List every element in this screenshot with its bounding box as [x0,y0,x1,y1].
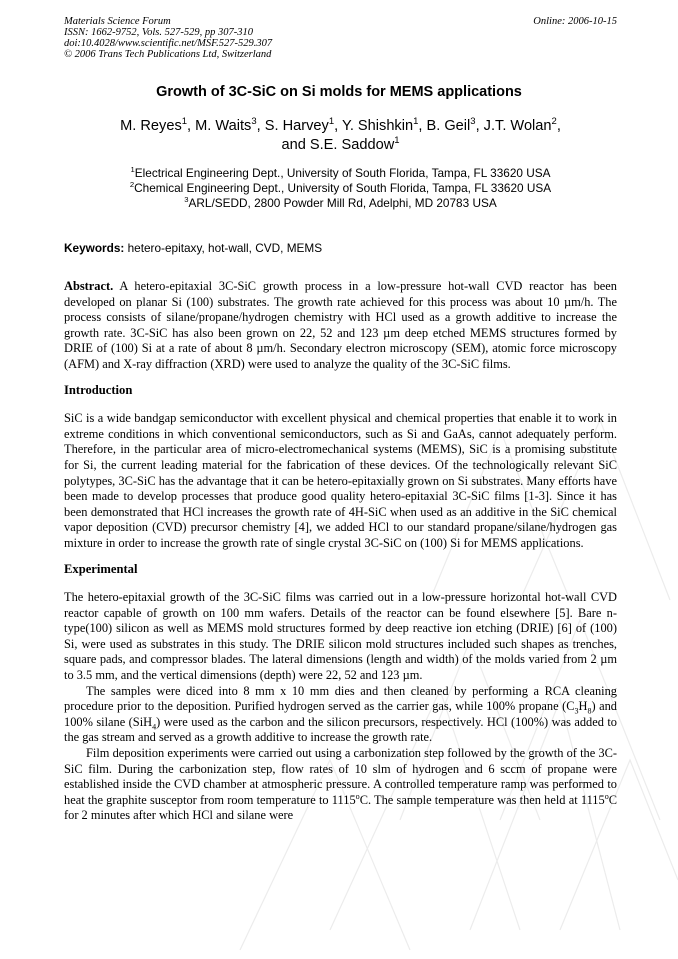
affiliation-number: 1 [130,165,135,175]
keywords [64,241,617,255]
affiliation-text: Electrical Engineering Dept., University of South Florida, Tampa, FL 33620 USA [134,166,551,180]
copyright-line: © 2006 Trans Tech Publications Ltd, Switzerland [64,49,272,60]
author-affiliation-mark: 1 [394,135,400,147]
affiliation-text: Chemical Engineering Dept., University of South Florida, Tampa, FL 33620 USA [134,181,552,195]
affiliation-number: 3 [184,195,189,205]
abstract [64,279,617,373]
author-name: S. Harvey [264,118,329,134]
author-name: M. Waits [195,118,252,134]
author-affiliation-mark: 3 [251,116,257,128]
keywords-text: hetero-epitaxy, hot-wall, CVD, MEMS [127,241,323,255]
journal-name: Materials Science Forum [64,16,171,27]
affiliation-text: ARL/SEDD, 2800 Powder Mill Rd, Adelphi, MD 20783 USA [188,196,497,210]
author-name: B. Geil [426,118,471,134]
online-date: Online: 2006-10-15 [533,16,617,27]
affiliation-list [64,166,617,211]
introduction-heading: Introduction [64,382,133,397]
paper-title: Growth of 3C-SiC on Si molds for MEMS applications [156,84,522,100]
author-name: Y. Shishkin [341,118,414,134]
introduction-paragraph: SiC is a wide bandgap semiconductor with excellent physical and chemical properties that enable it to work in extreme conditions in which conventional semiconductors, such as Si and GaAs, cannot adequately perform. Therefore, in the particular area of micro-electromechanical systems (MEMS), SiC is a promising substitute for Si, the current leading material for the fabrication of these devices. Of the technologically relevant SiC polytypes, 3C-SiC has the advantage that it can be hetero-epitaxially grown on Si substrates. Many efforts have been made to develop processes that produce good quality hetero-epitaxial 3C-SiC films [1-3]. Since it has been demonstrated that HCl increases the growth rate of 4H-SiC when used as an additive in the SiC chemical vapor deposition (CVD) precursor chemistry [4], we added HCl to our standard propane/silane/hydrogen gas mixture in order to increase the growth rate of single crystal 3C-SiC on (100) Si for MEMS applications. [64,411,617,550]
experimental-paragraph: The hetero-epitaxial growth of the 3C-SiC films was carried out in a low-pressure horizontal hot-wall CVD reactor capable of growth on 100 mm wafers. Details of the reactor can be found elsewhere [5]. Bare n-type(100) silicon as well as MEMS mold structures formed by deep reactive ion etching (DRIE) [6] of (100) Si, were used as substrates in this study. The DRIE silicon mold structures included such shapes as trenches, square pads, and compressor blades. The lateral dimensions (length and width) of the molds varied from 2 µm to 3.5 mm, and the vertical dimensions (depth) were 22, 52 and 123 µm. [64,590,617,683]
affiliation [64,166,617,181]
author-affiliation-mark: 1 [181,116,188,128]
author-name: S.E. Saddow [309,137,395,153]
experimental-paragraph: Film deposition experiments were carried out using a carbonization step followed by the growth of the 3C-SiC film. During the carbonization step, flow rates of 10 slm of hydrogen and 6 sccm of propane were established inside the CVD chamber at atmospheric pressure. A controlled temperature ramp was performed to heat the graphite susceptor from room temperature to 1115$^o$C. The sample temperature was then held at 1115$^o$C for 2 minutes after which HCl and silane were [64,746,617,823]
author-affiliation-mark: 1 [328,116,335,128]
abstract-label: Abstract. [64,279,114,293]
author-list: M. Reyes$^1$, M. Waits$^3$, S. Harvey$^1$, Y. Shishkin$^1$, B. Geil$^3$, J.T. Wolan$^2$, and S.E. Saddow$^1$ [120,116,561,153]
keywords-label: Keywords: [64,241,125,255]
author-name: M. Reyes [120,118,182,134]
affiliation [64,196,617,211]
experimental-paragraph: The samples were diced into 8 mm x 10 mm dies and then cleaned by performing a RCA cleaning procedure prior to the deposition. Purified hydrogen served as the carrier gas, while 100% propane $(C_3H_8)$ and 100% silane (SiH$_4$) were used as the carbon and the silicon precursors, respectively. HCl (100%) was added to the gas stream and served as a growth additive to increase the growth rate. [64,683,617,745]
experimental-heading: Experimental [64,561,138,576]
author-name: J.T. Wolan [483,118,552,134]
issn-line: ISSN: 1662-9752, Vols. 527-529, pp 307-310 [64,27,253,38]
author-affiliation-mark: 2 [551,116,557,128]
affiliation [64,181,617,196]
author-affiliation-mark: 3 [470,116,476,128]
author-affiliation-mark: 1 [413,116,419,128]
affiliation-number: 2 [129,180,135,190]
abstract-text: A hetero-epitaxial 3C-SiC growth process in a low-pressure hot-wall CVD reactor has been developed on planar Si (100) substrates. The growth rate achieved for this process was about 10 µm/h. The process consists of silane/propane/hydrogen chemistry with HCl used as a growth additive to increase the growth rate. 3C-SiC has also been grown on 22, 52 and 123 µm deep etched MEMS structures formed by DRIE of (100) Si at a rate of about 8 µm/h. Secondary electron microscopy (SEM), atomic force microscopy (AFM) and X-ray diffraction (XRD) were used to analyze the quality of the 3C-SiC films. [64,279,618,371]
doi-line: doi:10.4028/www.scientific.net/MSF.527-529.307 [64,38,273,49]
journal-header [64,16,617,60]
paper-body [64,279,617,824]
